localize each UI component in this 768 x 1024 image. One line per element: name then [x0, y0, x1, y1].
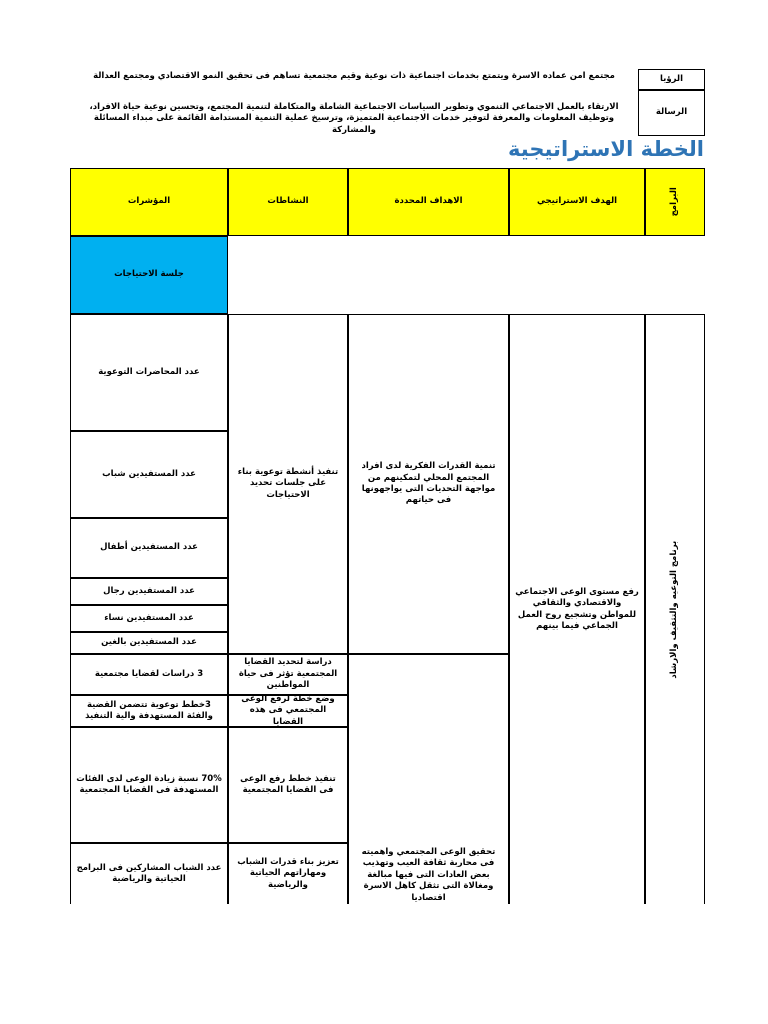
header-indicators: المؤشرات	[70, 168, 228, 236]
program-name: برنامج التوعيه والتثقيف والارشاد	[669, 540, 680, 679]
indicator-2: عدد المستفيدين شباب	[70, 431, 228, 518]
specific-goal-2: تحقيق الوعى المجتمعي واهميته فى محاربة ثقافة العيب وتهذيب بعض العادات التى فيها مبالغة ومغالاة التى تثقل كاهل الاسرة اقتصاديا	[348, 654, 509, 904]
indicator-3: عدد المستفيدين أطفال	[70, 518, 228, 578]
page-title: الخطة الاستراتيجية	[508, 137, 704, 161]
indicator-8: 3خطط توعوية تتضمن القضية والفئة المستهدفة والية التنفيذ	[70, 695, 228, 727]
activity-4: تنفيذ خطط رفع الوعى فى القضايا المجتمعية	[228, 727, 348, 843]
strategic-goal-cell: رفع مستوى الوعى الاجتماعي والاقتصادي والثقافي للمواطن وتشجيع روح العمل الجماعي فيما بينهم	[509, 314, 645, 904]
indicator-4: عدد المستفيدين رجال	[70, 578, 228, 605]
activity-2: دراسة لتحديد القضايا المجتمعية تؤثر فى حياة المواطنين	[228, 654, 348, 695]
header-activities: النشاطات	[228, 168, 348, 236]
program-cell	[645, 314, 705, 904]
needs-session-cell: جلسة الاحتياجات	[70, 236, 228, 314]
indicator-10: عدد الشباب المشاركين فى البرامج الحياتية والرياضية	[70, 843, 228, 904]
header-strategic-goal: الهدف الاستراتيجي	[509, 168, 645, 236]
indicator-9: 70% نسبة زيادة الوعى لدى الفئات المستهدفة فى القضايا المجتمعية	[70, 727, 228, 843]
indicator-1: عدد المحاضرات التوعوية	[70, 314, 228, 431]
activity-1: تنفيذ أنشطة توعوية بناء على جلسات تحديد الاحتياجات	[228, 314, 348, 654]
indicator-5: عدد المستفيدين نساء	[70, 605, 228, 632]
vision-label: الرؤيا	[638, 69, 705, 90]
indicator-7: 3 دراسات لقضايا مجتمعية	[70, 654, 228, 695]
mission-label: الرسالة	[638, 90, 705, 136]
indicator-6: عدد المستفيدين بالغين	[70, 632, 228, 654]
header-programs-label: البرامج	[669, 187, 680, 217]
activity-5: تعزيز بناء قدرات الشباب ومهاراتهم الحياتية والرياضية	[228, 843, 348, 904]
vision-text: مجتمع امن عماده الاسرة ويتمتع بخدمات اجتماعية ذات نوعية وقيم مجتمعية تساهم فى تحقيق النمو الاقتصادي ومجتمع العدالة	[93, 71, 615, 81]
header-programs	[645, 168, 705, 236]
activity-3: وضع خطة لرفع الوعى المجتمعي فى هذه القضايا	[228, 695, 348, 727]
mission-text: الارتقاء بالعمل الاجتماعي التنموي وتطوير السياسات الاجتماعية الشاملة والمتكاملة لتنمية المجتمع، وتحسين نوعية حياة الافراد، وتوظيف المعلومات والمعرفة لتوفير خدمات الاجتماعية المتميزة، وترسيخ عملية التنمية المستدامة القائمة على مبداء المسائلة والمشاركة	[89, 102, 619, 135]
header-specific-goals: الاهداف المحددة	[348, 168, 509, 236]
specific-goal-1: تنمية القدرات الفكرية لدى افراد المجتمع المحلي لتمكينهم من مواجهة التحديات التى يواجهونها فى حياتهم	[348, 314, 509, 654]
